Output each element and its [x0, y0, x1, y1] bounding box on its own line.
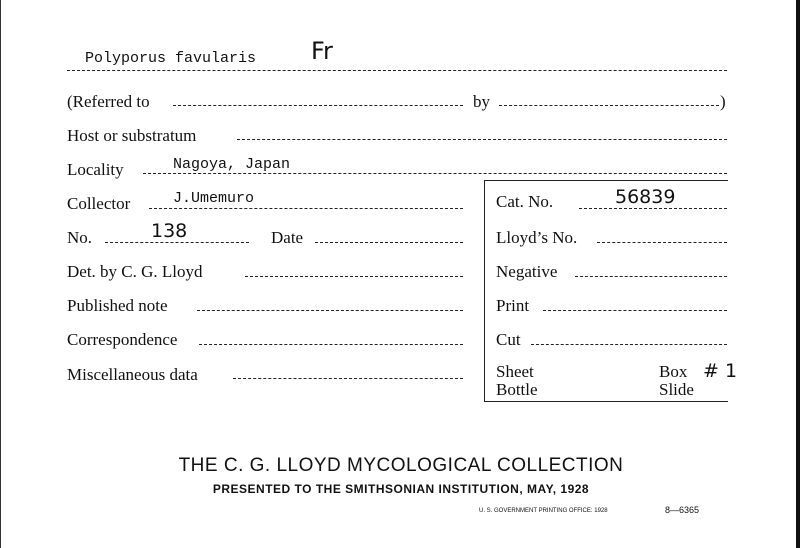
correspondence-line — [199, 344, 463, 345]
slide-label: Slide — [659, 380, 694, 399]
collector-value: J.Umemuro — [173, 190, 255, 207]
species-line — [67, 70, 727, 71]
host-label: Host or substratum — [67, 126, 197, 145]
by-line — [499, 105, 719, 106]
lloyds-no-label: Lloyd’s No. — [496, 228, 578, 247]
no-value-handwritten: 138 — [151, 220, 188, 242]
det-by-line — [245, 276, 463, 277]
published-note-line — [197, 310, 463, 311]
no-label: No. — [67, 228, 93, 247]
referred-to-label: (Referred to — [67, 92, 150, 111]
cat-no-value-handwritten: 56839 — [615, 186, 676, 208]
sheet-label: Sheet — [496, 362, 534, 381]
collection-subtitle: PRESENTED TO THE SMITHSONIAN INSTITUTION, MAY, 1928 — [212, 482, 590, 496]
close-paren: ) — [720, 92, 726, 111]
date-label: Date — [271, 228, 304, 247]
host-line — [237, 139, 727, 140]
misc-data-line — [233, 378, 463, 379]
collection-title: THE C. G. LLOYD MYCOLOGICAL COLLECTION — [178, 455, 624, 476]
collector-line — [149, 208, 463, 209]
locality-line — [143, 173, 727, 174]
collector-label: Collector — [67, 194, 131, 213]
cut-line — [531, 344, 727, 345]
bottle-label: Bottle — [496, 380, 538, 399]
negative-line — [575, 276, 727, 277]
det-by-label: Det. by C. G. Lloyd — [67, 262, 203, 281]
referred-to-line — [173, 105, 463, 106]
misc-data-label: Miscellaneous data — [67, 365, 198, 384]
date-line — [315, 242, 463, 243]
locality-value: Nagoya, Japan — [173, 156, 291, 173]
published-note-label: Published note — [67, 296, 168, 315]
cat-no-label: Cat. No. — [496, 192, 554, 211]
lloyds-no-line — [597, 242, 727, 243]
printer-imprint: U. S. GOVERNMENT PRINTING OFFICE: 1928 — [479, 508, 608, 514]
box-label: Box — [659, 362, 688, 381]
box-number-handwritten: # 1 — [703, 360, 738, 382]
locality-label: Locality — [67, 160, 124, 179]
cut-label: Cut — [496, 330, 521, 349]
print-line — [543, 310, 727, 311]
form-number: 8—6365 — [665, 505, 700, 515]
correspondence-label: Correspondence — [67, 330, 178, 349]
by-label: by — [473, 92, 490, 111]
species-name: Polyporus favularis — [85, 50, 257, 67]
print-label: Print — [496, 296, 530, 315]
species-author-handwritten: Fr — [311, 37, 333, 65]
negative-label: Negative — [496, 262, 558, 281]
cat-no-line — [579, 208, 727, 209]
no-line — [105, 242, 249, 243]
